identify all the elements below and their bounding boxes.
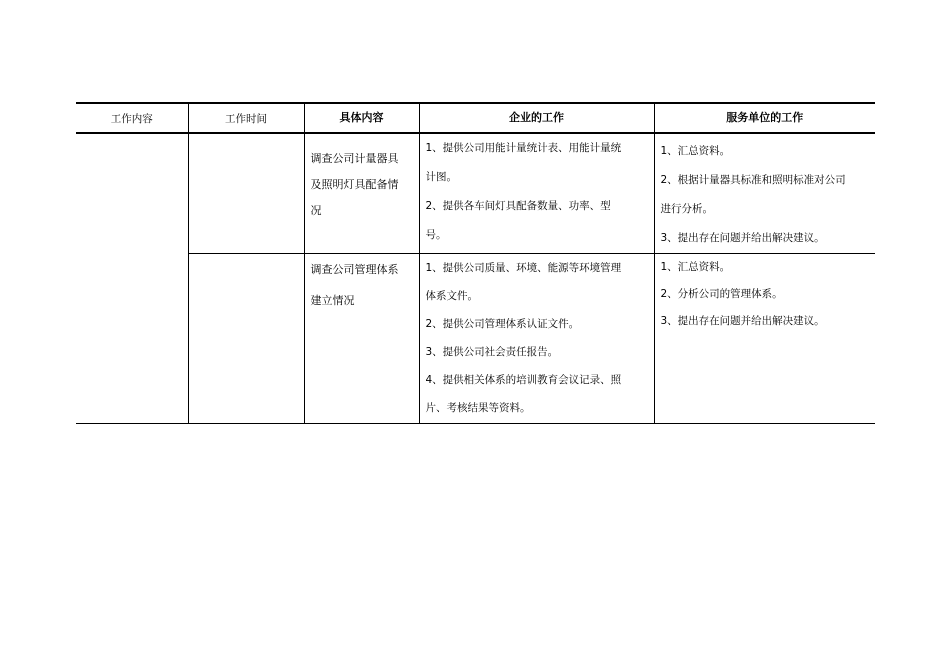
enterprise-line: 2、提供公司管理体系认证文件。 [425,318,580,330]
header-service-work: 服务单位的工作 [654,103,875,133]
enterprise-line: 1、提供公司质量、环境、能源等环境管理 [425,262,622,274]
specific-content-cell [304,254,419,424]
service-work-cell [654,254,875,424]
work-plan-table [76,102,875,424]
enterprise-line: 1、提供公司用能计量统计表、用能计量统 [425,142,622,154]
content-line: 及照明灯具配备情 [310,178,399,191]
header-enterprise-work: 企业的工作 [419,103,654,133]
work-time-cell [188,133,304,254]
work-content-cell [76,133,188,424]
service-line: 2、分析公司的管理体系。 [660,288,783,300]
enterprise-line: 4、提供相关体系的培训教育会议记录、照 [425,374,622,386]
enterprise-work-cell [419,254,654,424]
service-line: 进行分析。 [660,203,713,215]
service-line: 1、汇总资料。 [660,145,731,157]
enterprise-line: 2、提供各车间灯具配备数量、功率、型 [425,200,611,212]
service-line: 2、根据计量器具标准和照明标准对公司 [660,174,846,186]
service-line: 3、提出存在问题并给出解决建议。 [660,315,825,327]
work-time-cell [188,254,304,424]
content-line: 况 [310,204,322,217]
service-line: 1、汇总资料。 [660,261,731,273]
enterprise-line: 体系文件。 [425,290,478,302]
service-work-cell [654,133,875,254]
header-work-time: 工作时间 [188,103,304,133]
enterprise-line: 片、考核结果等资料。 [425,402,531,414]
header-work-content: 工作内容 [76,103,188,133]
table-row [76,254,875,424]
content-line: 建立情况 [310,294,355,307]
enterprise-line: 计图。 [425,171,457,183]
table-header-row [76,103,875,133]
enterprise-work-cell [419,133,654,254]
specific-content-cell [304,133,419,254]
content-line: 调查公司计量器具 [310,152,399,165]
service-line: 3、提出存在问题并给出解决建议。 [660,232,825,244]
enterprise-line: 3、提供公司社会责任报告。 [425,346,559,358]
enterprise-line: 号。 [425,229,447,241]
content-line: 调查公司管理体系 [310,263,399,276]
table-row [76,133,875,254]
header-specific-content: 具体内容 [304,103,419,133]
